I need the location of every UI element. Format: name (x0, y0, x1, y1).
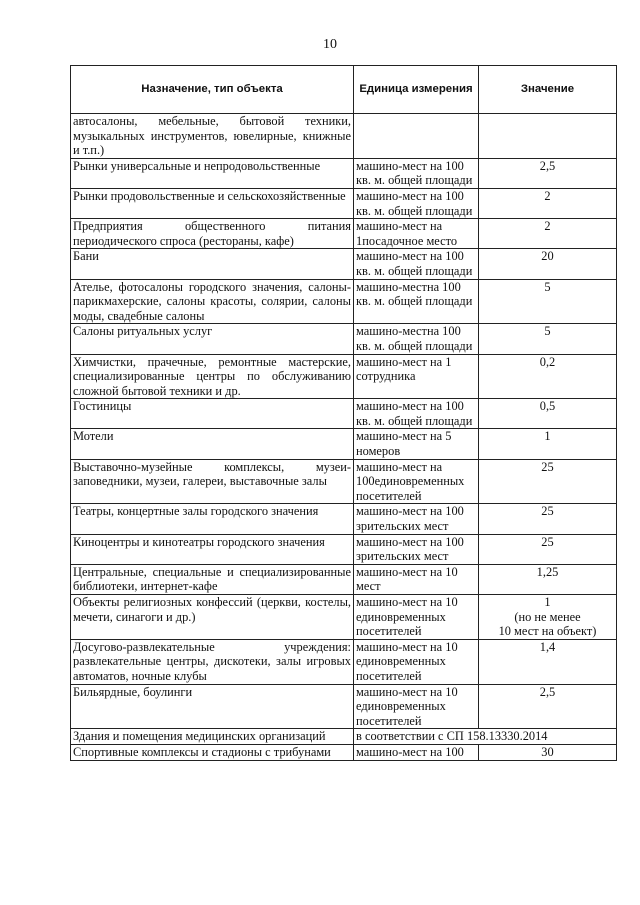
unit-cell: машино-мест на 10 единовременных посетителей (354, 684, 479, 729)
object-type-cell: Мотели (71, 429, 354, 459)
table-row (71, 729, 617, 745)
page-number: 10 (323, 37, 337, 52)
value-cell: 2,5 (479, 158, 617, 188)
value-cell: 0,5 (479, 399, 617, 429)
object-type-cell: Спортивные комплексы и стадионы с трибунами (71, 744, 354, 760)
value-cell: 2 (479, 219, 617, 249)
header-value: Значение (479, 66, 617, 114)
object-type-cell: Предприятия общественного питания периодического спроса (рестораны, кафе) (71, 219, 354, 249)
unit-cell: машино-мест на 10 мест (354, 564, 479, 594)
value-cell: 0,2 (479, 354, 617, 399)
unit-cell: машино-мест на 1посадочное место (354, 219, 479, 249)
unit-cell: машино-мест на 100единовременных посетителей (354, 459, 479, 504)
table-row (71, 504, 617, 534)
table-row (71, 459, 617, 504)
value-cell: 30 (479, 744, 617, 760)
unit-cell: машино-мест на 100 кв. м. общей площади (354, 399, 479, 429)
unit-cell: машино-мест на 100 кв. м. общей площади (354, 158, 479, 188)
table-header-row (71, 66, 617, 114)
unit-cell: машино-местна 100 кв. м. общей площади (354, 324, 479, 354)
value-cell: 25 (479, 534, 617, 564)
value-cell: 1 (479, 429, 617, 459)
header-object-type: Назначение, тип объекта (71, 66, 354, 114)
value-cell: 5 (479, 324, 617, 354)
object-type-cell: Салоны ритуальных услуг (71, 324, 354, 354)
table-row (71, 354, 617, 399)
value-cell: 25 (479, 504, 617, 534)
object-type-cell: Бани (71, 249, 354, 279)
value-cell: 5 (479, 279, 617, 324)
value-cell: 2,5 (479, 684, 617, 729)
object-type-cell: Досугово-развлекательные учреждения: развлекательные центры, дискотеки, залы игровых автоматов, ночные клубы (71, 639, 354, 684)
table-row (71, 279, 617, 324)
table-row (71, 534, 617, 564)
object-type-cell: Здания и помещения медицинских организаций (71, 729, 354, 745)
header-unit: Единица измерения (354, 66, 479, 114)
table-row (71, 744, 617, 760)
value-cell: 1,4 (479, 639, 617, 684)
table-row (71, 564, 617, 594)
object-type-cell: Рынки универсальные и непродовольственные (71, 158, 354, 188)
object-type-cell: Объекты религиозных конфессий (церкви, костелы, мечети, синагоги и др.) (71, 595, 354, 640)
unit-cell (354, 114, 479, 159)
object-type-cell: Ателье, фотосалоны городского значения, салоны-парикмахерские, салоны красоты, солярии, салоны моды, свадебные салоны (71, 279, 354, 324)
table-row (71, 684, 617, 729)
value-cell: 1,25 (479, 564, 617, 594)
table-row (71, 639, 617, 684)
unit-cell: машино-мест на 100 зрительских мест (354, 504, 479, 534)
table-row (71, 249, 617, 279)
object-type-cell: Бильярдные, боулинги (71, 684, 354, 729)
table-row (71, 114, 617, 159)
object-type-cell: автосалоны, мебельные, бытовой техники, музыкальных инструментов, ювелирные, книжные и т.п.) (71, 114, 354, 159)
object-type-cell: Гостиницы (71, 399, 354, 429)
unit-cell: машино-мест на 10 единовременных посетителей (354, 639, 479, 684)
table-row (71, 595, 617, 640)
unit-cell: машино-мест на 100 (354, 744, 479, 760)
value-cell (479, 114, 617, 159)
value-cell: 1 (но не менее 10 мест на объект) (479, 595, 617, 640)
value-cell: 25 (479, 459, 617, 504)
object-type-cell: Киноцентры и кинотеатры городского значения (71, 534, 354, 564)
table-row (71, 399, 617, 429)
unit-cell: машино-мест на 100 кв. м. общей площади (354, 188, 479, 218)
value-cell: 20 (479, 249, 617, 279)
object-type-cell: Выставочно-музейные комплексы, музеи-заповедники, музеи, галереи, выставочные залы (71, 459, 354, 504)
unit-cell: машино-мест на 1 сотрудника (354, 354, 479, 399)
unit-cell: машино-мест на 5 номеров (354, 429, 479, 459)
parking-norms-table (70, 65, 617, 761)
unit-cell: машино-мест на 100 кв. м. общей площади (354, 249, 479, 279)
table-row (71, 324, 617, 354)
unit-cell: машино-местна 100 кв. м. общей площади (354, 279, 479, 324)
table-body (71, 114, 617, 761)
object-type-cell: Театры, концертные залы городского значения (71, 504, 354, 534)
unit-cell: машино-мест на 10 единовременных посетителей (354, 595, 479, 640)
object-type-cell: Центральные, специальные и специализированные библиотеки, интернет-кафе (71, 564, 354, 594)
table-row (71, 188, 617, 218)
table-row (71, 219, 617, 249)
object-type-cell: Химчистки, прачечные, ремонтные мастерские, специализированные центры по обслуживанию сложной бытовой техники и др. (71, 354, 354, 399)
value-cell: 2 (479, 188, 617, 218)
table-row (71, 429, 617, 459)
unit-value-merged-cell: в соответствии с СП 158.13330.2014 (354, 729, 617, 745)
table-row (71, 158, 617, 188)
object-type-cell: Рынки продовольственные и сельскохозяйственные (71, 188, 354, 218)
unit-cell: машино-мест на 100 зрительских мест (354, 534, 479, 564)
